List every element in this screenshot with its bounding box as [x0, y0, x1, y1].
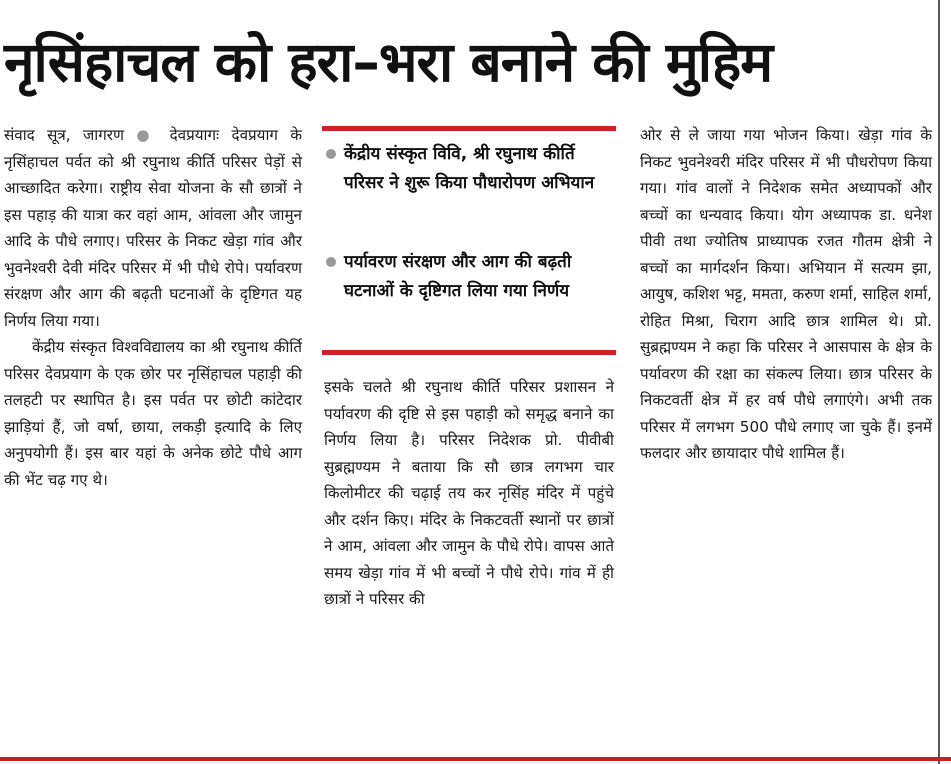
dateline-place: देवप्रयागः: [169, 126, 220, 144]
page-border-bottom: [0, 757, 951, 761]
bullet-icon: [326, 149, 336, 159]
dateline-source: संवाद सूत्र, जागरण: [4, 126, 124, 144]
bullet-icon: [326, 257, 336, 267]
page-border-right: [938, 0, 940, 764]
article-paragraph-2: केंद्रीय संस्कृत विश्वविद्यालय का श्री रघुनाथ कीर्ति परिसर देवप्रयाग के एक छोर पर नृसिंहाचल पहाड़ी की तलहटी पर स्थापित है। इस पर्वत पर छोटी कांटेदार झाड़ियां हैं, जो वर्षा, छाया, लकड़ी इत्यादि के लिए अनुपयोगी हैं। इस बार यहां के अनेक छोटे पौधे आग की भेंट चढ़ गए थे।: [4, 338, 302, 489]
article-paragraph-1: देवप्रयाग के नृसिंहाचल पर्वत को श्री रघुनाथ कीर्ति परिसर पेड़ों से आच्छादित करेगा। राष्ट्रीय सेवा योजना के सौ छात्रों ने इस पहाड़ की यात्रा कर वहां आम, आंवला और जामुन आदि के पौधे लगाए। परिसर के निकट खेड़ा गांव और भुवनेश्वरी देवी मंदिर परिसर में भी पौधे रोपे। पर्यावरण संरक्षण और आग की बढ़ती घटनाओं के दृष्टिगत यह निर्णय लिया गया।: [4, 126, 303, 330]
highlight-bottom-rule: [322, 350, 616, 355]
article-column-3: [640, 122, 932, 467]
dateline: [4, 122, 302, 334]
dateline-separator-dot: ●: [136, 126, 158, 144]
highlight-text-2: पर्यावरण संरक्षण और आग की बढ़ती घटनाओं के दृष्टिगत लिया गया निर्णय: [344, 252, 572, 301]
highlight-box-1: [326, 140, 616, 198]
highlight-text-1: केंद्रीय संस्कृत विवि, श्री रघुनाथ कीर्ति परिसर ने शुरू किया पौधारोपण अभियान: [344, 144, 595, 193]
article-column-2: [324, 374, 614, 613]
article-paragraph-3: इसके चलते श्री रघुनाथ कीर्ति परिसर प्रशासन ने पर्यावरण की दृष्टि से इस पहाड़ी को समृद्ध बनाने का निर्णय लिया है। परिसर निदेशक प्रो. पीवीबी सुब्रह्मण्यम ने बताया कि सौ छात्र लगभग चार किलोमीटर की चढ़ाई तय कर नृसिंह मंदिर में पहुंचे और दर्शन किए। मंदिर के निकटवर्ती स्थानों पर छात्रों ने आम, आंवला और जामुन के पौधे रोपे। वापस आते समय खेड़ा गांव में भी बच्चों ने पौधे रोपे। गांव में ही छात्रों ने परिसर की: [324, 378, 614, 608]
highlight-top-rule: [322, 126, 616, 131]
article-paragraph-4: ओर से ले जाया गया भोजन किया। खेड़ा गांव के निकट भुवनेश्वरी मंदिर परिसर में भी पौधरोपण किया गया। गांव वालों ने निदेशक समेत अध्यापकों और बच्चों का धन्यवाद किया। योग अध्यापक डा. धनेश पीवी तथा ज्योतिष प्राध्यापक रजत गौतम क्षेत्री ने बच्चों का मार्गदर्शन किया। अभियान में सत्यम झा, आयुष, कशिश भट्ट, ममता, करुण शर्मा, साहिल शर्मा, रोहित मिश्रा, चिराग आदि छात्र शामिल थे। प्रो. सुब्रह्मण्यम ने कहा कि परिसर ने आसपास के क्षेत्र के पर्यावरण की रक्षा का संकल्प लिया। छात्र परिसर के निकटवर्ती क्षेत्र में हर वर्ष पौधे लगाएंगे। अभी तक परिसर में लगभग 500 पौधे लगाए जा चुके हैं। इनमें फलदार और छायादार पौधे शामिल हैं।: [640, 126, 932, 462]
article-column-1: [4, 122, 302, 493]
headline: नृसिंहाचल को हरा–भरा बनाने की मुहिम: [4, 30, 773, 94]
highlight-box-2: [326, 248, 616, 306]
